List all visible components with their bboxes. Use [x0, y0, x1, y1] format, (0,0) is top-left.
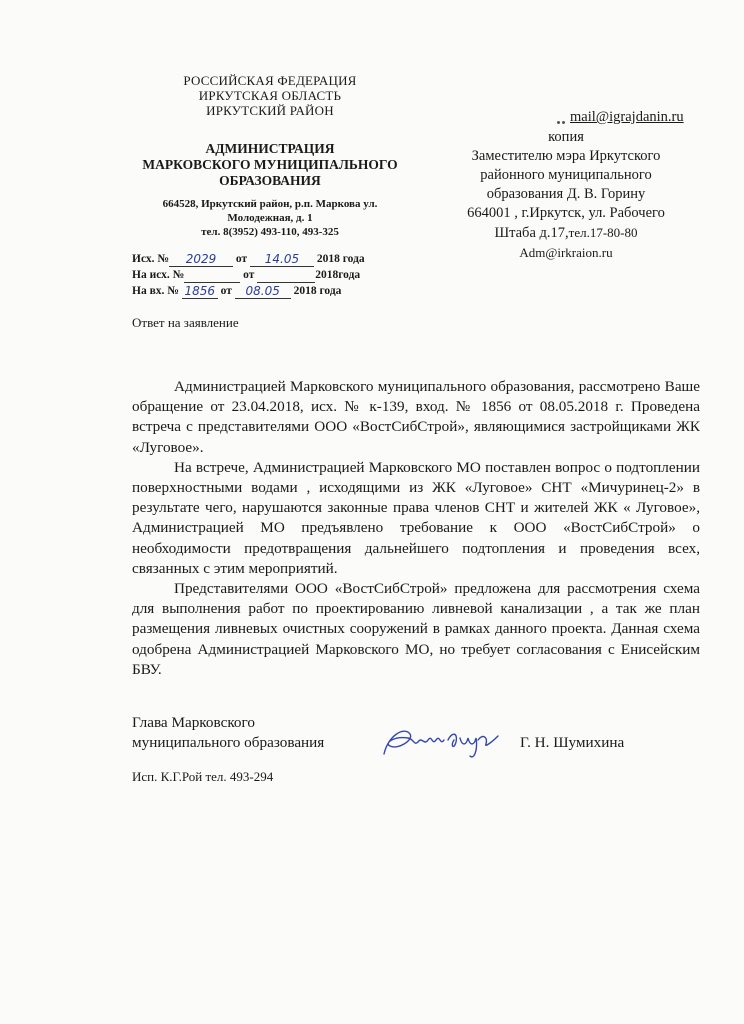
recipient-street: Штаба д.17, — [494, 225, 569, 241]
recipient-email[interactable] — [570, 108, 684, 126]
incoming-ref — [132, 283, 365, 299]
in-year: 2018 года — [293, 285, 342, 297]
handwritten-signature — [374, 716, 504, 766]
recipient-line-2: районного муниципального — [480, 167, 652, 183]
recipient-phone: тел.17-80-80 — [568, 225, 638, 240]
org-line-1: АДМИНИСТРАЦИЯ — [205, 141, 335, 156]
title-line-1: Глава Марковского — [132, 714, 255, 731]
signatory-name: Г. Н. Шумихина — [520, 734, 625, 751]
subject-line: Ответ на заявление — [132, 315, 239, 330]
mark-dot — [557, 121, 560, 124]
district-line: ИРКУТСКИЙ РАЙОН — [206, 103, 334, 118]
recipient-line-5 — [436, 223, 696, 243]
letter-body — [132, 377, 700, 680]
out-from: от — [235, 253, 248, 265]
signatory-title — [132, 713, 324, 753]
out-number: 2029 — [169, 253, 233, 267]
out-year: 2018 года — [316, 253, 365, 265]
mark-dot — [562, 121, 565, 124]
reply-from: от — [243, 269, 255, 281]
in-label: На вх. № — [132, 285, 179, 297]
org-line-3: ОБРАЗОВАНИЯ — [219, 173, 321, 188]
reply-year: 2018года — [315, 269, 361, 281]
sender-header — [130, 73, 410, 118]
reply-ref — [132, 267, 365, 283]
title-line-2: муниципального образования — [132, 734, 325, 751]
recipient-email-2: Adm@irkraion.ru — [519, 245, 613, 260]
country-line: РОССИЙСКАЯ ФЕДЕРАЦИЯ — [183, 73, 357, 88]
recipient-line-3: образования Д. В. Горину — [486, 186, 646, 202]
copy-label: копия — [548, 129, 584, 145]
org-line-2: МАРКОВСКОГО МУНИЦИПАЛЬНОГО — [142, 157, 398, 172]
in-number: 1856 — [182, 285, 218, 299]
out-label: Исх. № — [132, 253, 169, 265]
organization-name — [130, 141, 410, 189]
sender-address — [130, 197, 410, 239]
paragraph-1: Администрацией Марковского муниципального образования, рассмотрено Ваше обращение от 23.04.2018, исх. № к-139, вход. № 1856 от 08.05.2018 г. Проведена встреча с представителями ООО «ВостСибСтрой», являющимися застройщиками ЖК «Луговое». — [132, 378, 700, 456]
out-date: 14.05 — [250, 253, 314, 267]
reply-label: На исх. № — [132, 269, 185, 281]
address-line-2: Молодежная, д. 1 — [227, 212, 313, 224]
email-link[interactable]: mail@igrajdanin.ru — [570, 109, 684, 125]
paragraph-2: На встрече, Администрацией Марковского МО поставлен вопрос о подтоплении поверхностными водами , исходящими из ЖК «Луговое» СНТ «Мичуринец-2» в результате чего, нарушаются законные права членов СНТ и жителей ЖК « Луговое», Администрацией МО предъявлено требование к ООО «ВостСибСтрой» о необходимости предотвращения дальнейшего подтопления и проведения всех, связанных с этим мероприятий. — [132, 458, 700, 577]
region-line: ИРКУТСКАЯ ОБЛАСТЬ — [198, 88, 342, 103]
recipient-line-1: Заместителю мэра Иркутского — [471, 148, 661, 164]
phone-line: тел. 8(3952) 493-110, 493-325 — [201, 226, 339, 238]
paragraph-3: Представителями ООО «ВостСибСтрой» предложена для рассмотрения схема для выполнения работ по проектированию ливневой канализации , а так же план размещения ливневых очистных сооружений в рамках данного проекта. Данная схема одобрена Администрацией Марковского МО, но требует согласования с Енисейским БВУ. — [132, 580, 700, 678]
in-from: от — [220, 285, 232, 297]
executor-line: Исп. К.Г.Рой тел. 493-294 — [132, 769, 274, 784]
address-line-1: 664528, Иркутский район, р.п. Маркова ул. — [162, 198, 378, 210]
reference-block — [132, 251, 365, 299]
recipient-line-4: 664001 , г.Иркутск, ул. Рабочего — [467, 205, 665, 221]
recipient-block — [436, 128, 696, 262]
in-date: 08.05 — [235, 285, 291, 299]
outgoing-ref — [132, 251, 365, 267]
